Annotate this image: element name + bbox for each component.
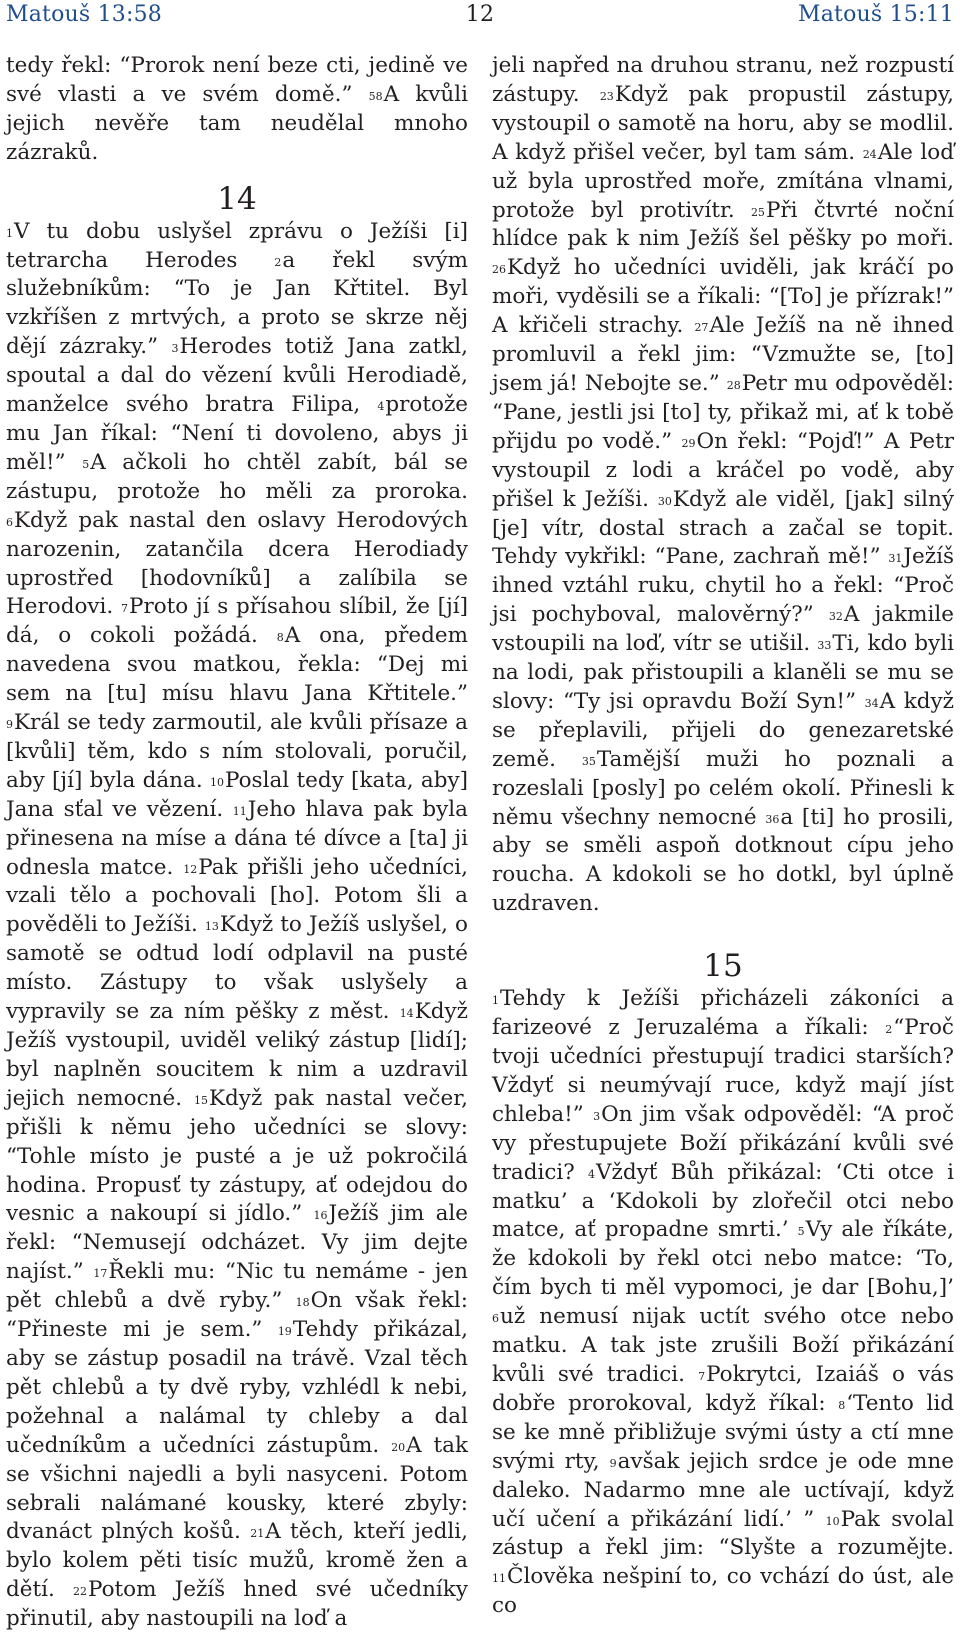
verse-text: protože mu Jan říkal: “Není ti dovoleno, abys ji měl!” [6, 392, 468, 475]
verse-number: 7 [120, 602, 128, 616]
verse-text: A tak se všichni najedli a byli nasyceni. Potom sebrali nalámané kousky, které zbyly: dvanáct plných košů. [6, 1432, 468, 1545]
verse-text: Ale loď už byla uprostřed moře, zmítána vlnami, protože byl protivítr. [492, 139, 955, 223]
verse-number: 5 [797, 1225, 805, 1239]
verse-text: Pokrytci, Izaiáš o vás dobře prorokoval, když říkal: [492, 1361, 954, 1416]
verse-text: Proto jí s přísahou slíbil, že [jí] dá, o cokoli požádá. [6, 594, 468, 649]
verse-number: 6 [6, 515, 13, 529]
verse-text: ‘Tento lid se ke mně přibližuje svými ústy a ctí mne svými rty, [492, 1390, 954, 1474]
verse-number: 26 [492, 263, 506, 277]
verse-number: 17 [93, 1267, 108, 1281]
verse-number: 31 [888, 552, 903, 566]
verse-number: 20 [391, 1440, 406, 1454]
verse-number: 10 [210, 775, 225, 789]
verse-number: 8 [276, 631, 284, 645]
right-column [492, 52, 954, 1621]
verse-text: Ti, kdo byli na lodi, pak přistoupili a klaněli se mu se slovy: “Ty jsi opravdu Boží Syn!” [492, 631, 954, 714]
verse-number: 28 [726, 378, 741, 392]
verse-number: 16 [313, 1209, 328, 1223]
verse-text: avšak jejich srdce je ode mne daleko. Nadarmo mne ale uctívají, když učí učení a přikázání lidí.’ ” [492, 1448, 955, 1532]
verse-number: 11 [232, 804, 247, 818]
verse-number: 3 [171, 342, 179, 356]
verse-number: 19 [277, 1325, 292, 1339]
verse-number: 2 [274, 255, 282, 269]
verse-number: 2 [885, 1023, 893, 1037]
verse-text: Pak přišli jeho učedníci, vzali tělo a pochovali [ho]. Potom šli a pověděli to Ježíši. [6, 854, 468, 938]
verse-text: Když ale viděl, [jak] silný [je] vítr, dostal strach a začal se topit. Tehdy vykřikl: “Pane, zachraň mě!” [492, 486, 954, 570]
running-head-right: Matouš 15:11 [798, 2, 954, 27]
verse-text: Vy ale říkáte, že kdokoli by řekl otci nebo matce: ‘To, čím bych ti měl vypomoci, je dar [Bohu,]’ [492, 1217, 954, 1301]
verse-number: 6 [492, 1312, 499, 1326]
verse-text: Když pak propustil zástupy, vystoupil o samotě na horu, aby se modlil. A když přišel večer, byl tam sám. [492, 81, 955, 165]
verse-text: A jakmile vstoupili na loď, vítr se utišil. [492, 602, 954, 657]
verse-text: Potom Ježíš hned své učedníky přinutil, aby nastoupili na loď a [6, 1577, 468, 1632]
verse-number: 4 [377, 400, 385, 414]
verse-number: 29 [681, 436, 696, 450]
verse-text: A ona, předem navedena svou matkou, řekla: “Dej mi sem na [tu] mísu hlavu Jana Křtitele.” [6, 623, 468, 707]
verse-number: 36 [765, 812, 780, 826]
verse-text: a [ti] ho prosili, aby se směli aspoň dotknout cípu jeho roucha. A kdokoli se ho dotkl, byl úplně uzdraven. [492, 804, 954, 917]
verse-number: 9 [609, 1456, 617, 1470]
verse-text: On řekl: “Pojď!” A Petr vystoupil z lodi a kráčel po vodě, aby přišel k Ježíši. [492, 428, 954, 512]
verse-number: 5 [82, 457, 90, 471]
verse-text: Ale Ježíš na ně ihned promluvil a řekl jim: “Vzmužte se, [to] jsem já! Nebojte se.” [492, 313, 954, 396]
chapter-number: 14 [217, 180, 257, 217]
verse-text: Ježíš ihned vztáhl ruku, chytil ho a řekl: “Proč jsi pochyboval, malověrný?” [492, 544, 954, 628]
left-column [6, 52, 468, 1634]
verse-number: 32 [828, 610, 843, 624]
verse-number: 3 [593, 1109, 601, 1123]
verse-text: už nemusí nijak uctít svého otce nebo matku. A tak jste zrušili Boží přikázání kvůli své tradici. [492, 1304, 954, 1387]
verse-text: Když pak nastal den oslavy Herodových narozenin, zatančila dcera Herodiady uprostřed [hodovníků] a zalíbila se Herodovi. [6, 507, 468, 620]
verse-number: 27 [694, 321, 709, 335]
verse-text: V tu dobu uslyšel zprávu o Ježíši [i] tetrarcha Herodes [6, 218, 468, 273]
verse-text: Řekli mu: “Nic tu nemáme - jen pět chlebů a dvě ryby.” [6, 1259, 468, 1314]
verse-number: 11 [492, 1572, 506, 1586]
verse-number: 13 [204, 920, 219, 934]
verse-text: Když Ježíš vystoupil, uviděl veliký zástup [lidí]; byl naplněn soucitem k nim a uzdravil jejich nemocné. [6, 999, 468, 1111]
verse-number: 9 [6, 718, 13, 732]
running-head-left: Matouš 13:58 [6, 2, 162, 27]
verse-text: Herodes totiž Jana zatkl, spoutal a dal do vězení kvůli Herodiadě, manželce svého bratra Filipa, [6, 334, 468, 418]
verse-text: Když to Ježíš uslyšel, o samotě se odtud lodí odplavil na pusté místo. Zástupy to však uslyšely a vypravily se za ním pěšky z měst. [6, 912, 468, 1025]
verse-number: 33 [817, 639, 832, 653]
verse-number: 18 [295, 1296, 310, 1310]
verse-text: Když pak nastal večer, přišli k němu jeho učedníci se slovy: “Tohle místo je pusté a je už pokročilá hodina. Propusť ty zástupy, ať odejdou do vesnic a nakoupí si jídlo.” [6, 1085, 468, 1227]
verse-text: On jim však odpověděl: “A proč vy přestupujete Boží přikázání kvůli své tradici? [492, 1101, 954, 1185]
page-header [0, 0, 960, 32]
paragraph [492, 985, 954, 1621]
verse-number: 12 [183, 862, 198, 876]
paragraph [6, 52, 468, 168]
verse-number: 10 [825, 1514, 840, 1528]
verse-text: “Proč tvoji učedníci přestupují tradici starších? Vždyť si neumývají ruce, když mají jíst chleba!” [492, 1015, 954, 1127]
verse-number: 4 [588, 1167, 596, 1181]
verse-number: 35 [581, 754, 596, 768]
page-number: 12 [465, 2, 495, 27]
verse-number: 58 [368, 89, 383, 103]
verse-text: Jeho hlava pak byla přinesena na míse a dána té dívce a [ta] ji odnesla matce. [6, 796, 469, 880]
verse-number: 15 [193, 1093, 208, 1107]
verse-text: Král se tedy zarmoutil, ale kvůli přísaze a [kvůli] těm, kdo s ním stolovali, poručil, aby [jí] byla dána. [6, 710, 468, 793]
verse-number: 30 [657, 494, 672, 508]
paragraph [6, 218, 468, 1634]
chapter-number: 15 [703, 948, 743, 985]
verse-number: 34 [864, 696, 879, 710]
verse-text: Člověka nešpiní to, co vchází do úst, ale co [492, 1564, 954, 1619]
verse-text: A ačkoli ho chtěl zabít, bál se zástupu, protože ho měli za proroka. [6, 449, 468, 504]
verse-text: Pak svolal zástup a řekl jim: “Slyšte a rozumějte. [492, 1506, 954, 1561]
verse-text: Ježíš jim ale řekl: “Nemusejí odcházet. Vy jim dejte najíst.” [6, 1201, 468, 1285]
verse-text: Tehdy přikázal, aby se zástup posadil na trávě. Vzal těch pět chlebů a ty dvě ryby, vzhlédl k nebi, požehnal a nalámal ty chleby a dal učedníkům a učedníci zástupům. [6, 1317, 468, 1458]
verse-text: Petr mu odpověděl: “Pane, jestli jsi [to] ty, přikaž mi, ať k tobě přijdu po vodě.” [492, 370, 955, 454]
verse-text: On však řekl: “Přineste mi je sem.” [6, 1288, 468, 1343]
paragraph [492, 52, 954, 919]
verse-text: Při čtvrté noční hlídce pak k nim Ježíš šel pěšky po moři. [492, 197, 954, 252]
verse-text: Tamější muži ho poznali a rozeslali [posly] po celém okolí. Přinesli k němu všechny nemocné [492, 746, 954, 830]
verse-text: Tehdy k Ježíši přicházeli zákoníci a farizeové z Jeruzaléma a říkali: [492, 986, 954, 1041]
verse-number: 22 [72, 1585, 87, 1599]
verse-text: A když se přeplavili, přijeli do genezaretské země. [492, 688, 954, 772]
verse-text: Když ho učedníci uviděli, jak kráčí po moři, vyděsili se a říkali: “[To] je přízrak!” A křičeli strachy. [492, 255, 954, 339]
verse-number: 1 [492, 994, 499, 1008]
verse-number: 14 [399, 1007, 414, 1021]
verse-number: 21 [250, 1527, 265, 1541]
verse-number: 25 [750, 205, 765, 219]
verse-text: a řekl svým služebníkům: “To je Jan Křtitel. Byl vzkříšen z mrtvých, a proto se skrze něj dějí zázraky.” [6, 247, 468, 360]
verse-number: 24 [862, 147, 877, 161]
verse-number: 1 [6, 226, 13, 240]
verse-text: A kvůli jejich nevěře tam neudělal mnoho zázraků. [6, 81, 468, 165]
verse-number: 23 [599, 89, 614, 103]
verse-text: Vždyť Bůh přikázal: ‘Cti otce i matku’ a ‘Kdokoli by zlořečil otci nebo matce, ať propadne smrti.’ [492, 1159, 954, 1243]
verse-text: A těch, kteří jedli, bylo kolem pěti tisíc mužů, kromě žen a dětí. [6, 1519, 469, 1603]
verse-text: jeli napřed na druhou stranu, než rozpustí zástupy. [492, 53, 954, 107]
verse-text: tedy řekl: “Prorok není beze cti, jedině ve své vlasti a ve svém domě.” [6, 53, 468, 107]
verse-number: 8 [838, 1398, 846, 1412]
verse-number: 7 [698, 1369, 706, 1383]
verse-text: Poslal tedy [kata, aby] Jana sťal ve vězení. [6, 767, 469, 822]
